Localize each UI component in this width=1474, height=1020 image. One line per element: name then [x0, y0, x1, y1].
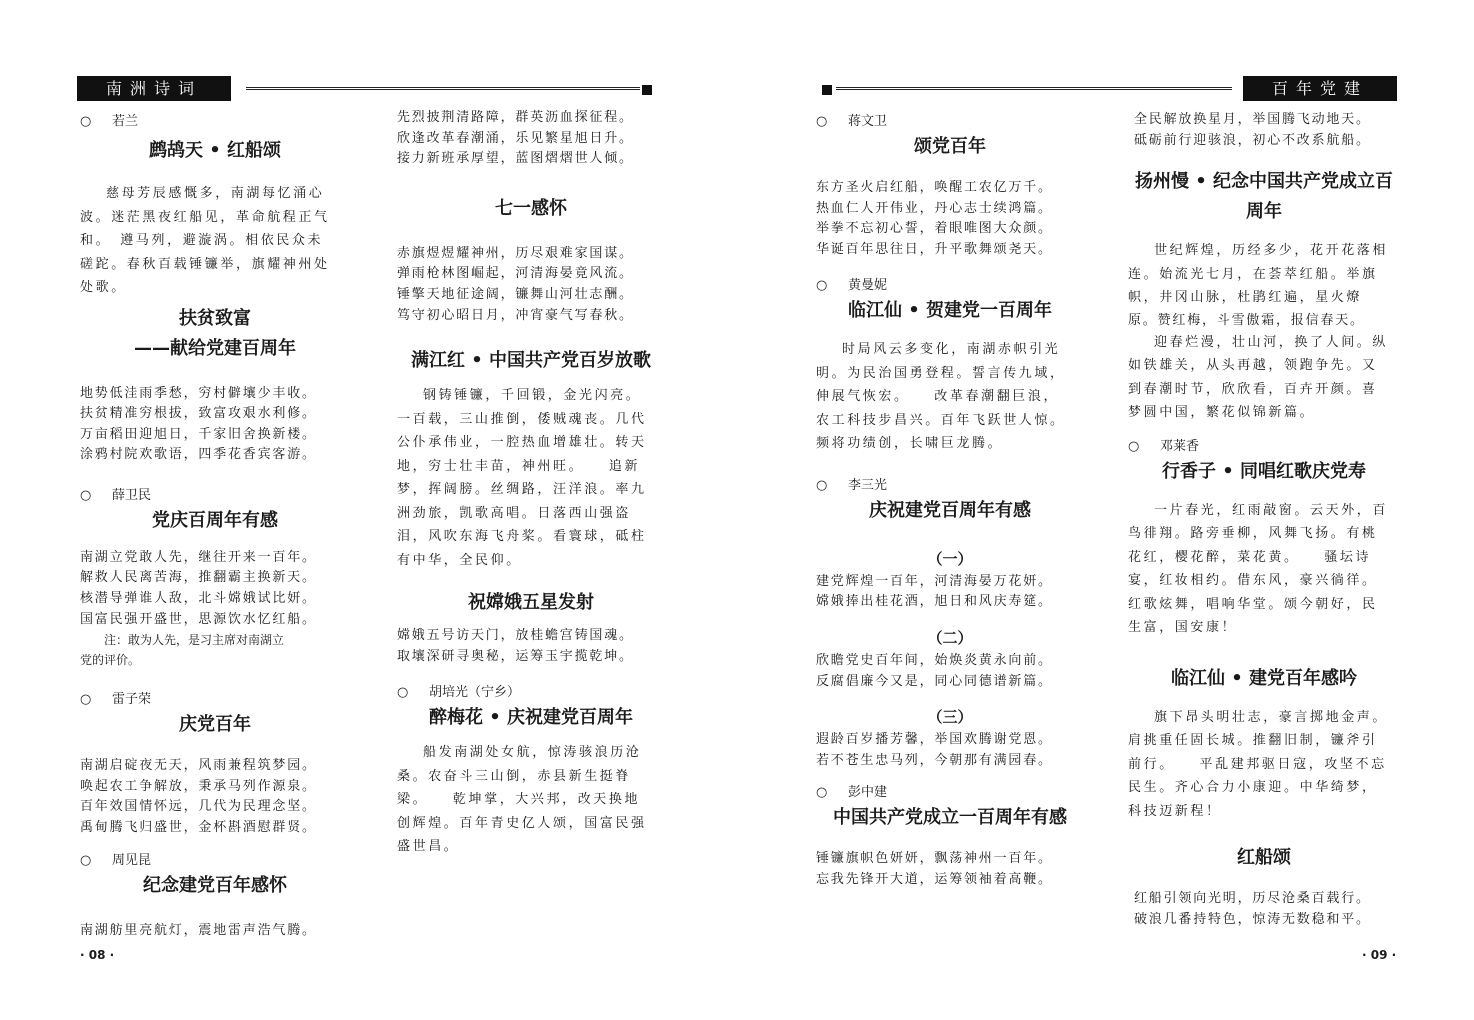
column-3: [816, 112, 1084, 891]
circle-bullet-icon: ○: [80, 114, 92, 129]
author-byline: ○ 薛卫民: [80, 486, 350, 506]
poem-title: 临江仙 • 贺建党一百周年: [847, 300, 1053, 322]
poem-body: 世纪辉煌，历经多少，花开花落相 连。始流光七月，在荟萃红船。举旗 帜，井冈山脉，杜鹃红遍，星火燎 原。赞红梅，斗雪傲霜，报信春天。 迎春烂漫，壮山河，换了人间。纵 如铁雄关，从头再越，领跑争先。又 到春潮时节，欣欣看，百卉开颜。喜 梦圆中国，繁花似锦新篇。: [1128, 243, 1389, 421]
author-byline: ○ 若兰: [80, 112, 350, 132]
section-header-right: 百年党建: [1243, 76, 1397, 101]
circle-bullet-icon: ○: [816, 477, 828, 493]
poem-section-number: （二）: [927, 629, 973, 648]
poem-title: 七一感怀: [495, 197, 567, 219]
poem-title: 祝嫦娥五星发射: [468, 592, 594, 614]
poem-body: 南湖启碇夜无天，风雨兼程筑梦园。 唤起农工争解放，秉承马列作源泉。 百年效国情怀远，几代为民理念坚。 禹甸腾飞归盛世，金杯斟酒慰群贤。: [80, 758, 317, 836]
circle-bullet-icon: ○: [816, 278, 828, 294]
poem-title: 临江仙 • 建党百年感吟: [1170, 667, 1358, 689]
poem-body: 红船引领向光明，历尽沧桑百载行。 破浪几番持特色，惊涛无数稳和平。: [1134, 891, 1371, 927]
circle-bullet-icon: ○: [1128, 438, 1140, 454]
poem-body: 一片春光，红雨敲窗。云天外，百 鸟徘翔。路旁垂柳，风舞飞扬。有桃 花红，樱花醉，菜花黄。 骚坛诗 宴，红妆相约。借东风，豪兴徜徉。 红歌炫舞，唱响华堂。颂今朝好，民 生富，国安康！: [1128, 502, 1389, 636]
author-byline: ○ 李三光: [816, 476, 1084, 496]
poem-body: 钢铸锤镰，千回锻，金光闪亮。 一百载，三山推倒，倭贼魂丧。几代 公仆承伟业，一腔热血增雄壮。转天 地，穷士壮丰苗，神州旺。 追新 梦，挥阔膀。丝绸路，汪洋浪。率九 洲劲旅，凯歌高唱。日落西山强盗 泪，风吹东海飞舟桨。看寰球，砥柱 有中华，全民仰。: [397, 388, 647, 568]
poem-body: 东方圣火启红船，唤醒工农亿万千。 热血仁人开伟业，丹心志士续鸿篇。 举拳不忘初心誓，着眼唯图大众颜。 华诞百年思往日，升平歌舞颂尧天。: [816, 180, 1053, 257]
poem-title: 红船颂: [1237, 847, 1291, 869]
circle-bullet-icon: ○: [397, 685, 409, 701]
poem-section-number: （三）: [927, 708, 973, 727]
poem-title: 庆祝建党百周年有感: [869, 499, 1031, 521]
poem-title: 颂党百年: [914, 136, 986, 157]
page-number-left: · 08 ·: [80, 948, 115, 962]
header-rule-left: [246, 87, 640, 90]
poem-body: 地势低洼雨季愁，穷村僻壤少丰收。 扶贫精准穷根拔，致富攻艰水利修。 万亩稻田迎旭日，千家旧舍换新楼。 涂鸦村院欢歌语，四季花香宾客游。: [80, 385, 317, 463]
column-2: [397, 108, 665, 859]
poem-title: 纪念建党百年感怀: [143, 874, 287, 896]
header-rule-right: [836, 87, 1232, 90]
poem-title: 醉梅花 • 庆祝建党百周年: [428, 707, 634, 729]
poem-body: 欣瞻党史百年间，始焕炎黄永向前。 反腐倡廉今又是，同心同德谱新篇。: [816, 653, 1053, 689]
poem-body: 南湖立党敢人先，继往开来一百年。 解救人民离苦海，推翻霸主换新天。 核潜导弹谁人敌，北斗嫦娥试比妍。 国富民强开盛世，思源饮水忆红船。: [80, 549, 317, 627]
author-byline: ○ 胡培光（宁乡）: [397, 683, 665, 703]
poem-body: 慈母芳辰感慨多，南湖每忆涌心 波。迷茫黑夜红船见，革命航程正气 和。 遵马列，避漩涡。相依民众未 磋跎。春秋百载锤镰举，旗耀神州处 处歌。: [80, 186, 330, 295]
poem-note: 党的评价。: [80, 653, 141, 668]
poem-subtitle: ——献给党建百周年: [134, 337, 296, 359]
poem-body: 嫦娥五号访天门，放桂蟾宫铸国魂。 取壤深研寻奥秘，运筹玉宇揽乾坤。: [397, 628, 634, 664]
circle-bullet-icon: ○: [80, 852, 92, 868]
poem-body: 建党辉煌一百年，河清海晏万花妍。 嫦娥捧出桂花酒，旭日和风庆寿筵。: [816, 573, 1053, 610]
poem-title: 鹧鸪天 • 红船颂: [148, 140, 282, 161]
circle-bullet-icon: ○: [816, 114, 828, 129]
poem-body: 赤旗煜煜耀神州，历尽艰难家国谋。 弹雨枪林图崛起，河清海晏竟风流。 锤擎天地征途阔，镰舞山河壮志酬。 笃守初心昭日月，冲宵豪气写春秋。: [397, 245, 634, 323]
poem-body: 船发南湖处女航，惊涛骇浪历沧 桑。农奋斗三山倒，赤县新生挺脊 梁。 乾坤掌，大兴邦，改天换地 创辉煌。百年青史亿人颂，国富民强 盛世昌。: [397, 745, 647, 855]
author-byline: ○ 雷子荣: [80, 690, 350, 710]
circle-bullet-icon: ○: [816, 785, 828, 801]
page-number-right: · 09 ·: [1362, 948, 1397, 962]
column-1: [80, 112, 350, 941]
author-byline: ○ 彭中建: [816, 783, 1084, 803]
poem-title: 行香子 • 同唱红歌庆党寿: [1161, 460, 1367, 482]
poem-note: 注：敢为人先，是习主席对南湖立: [104, 633, 285, 648]
author-byline: ○ 黄曼妮: [816, 276, 1084, 296]
author-byline: ○ 蒋文卫: [816, 112, 1084, 132]
poem-section-number: （一）: [927, 549, 973, 568]
section-header-left: 南洲诗词: [77, 76, 231, 101]
poem-body: 锤镰旗帜色妍妍，飘荡神州一百年。 忘我先锋开大道，运筹领袖着高鞭。: [816, 851, 1053, 888]
poem-body: 旗下昂头明壮志，豪言掷地金声。 肩挑重任固长城。推翻旧制，镰斧引 前行。 平乱建邦驱日寇，攻坚不忘 民生。齐心合力小康迎。中华绮梦， 科技迈新程！: [1128, 709, 1389, 819]
poem-title: 中国共产党成立一百周年有感: [833, 807, 1067, 829]
poem-body: 时局风云多变化，南湖赤帜引光 明。为民治国勇登程。誓言传九域， 伸展气恢宏。 改革春潮翻巨浪， 农工科技步昌兴。百年飞跃世人惊。 频将功绩创，长啸巨龙腾。: [816, 342, 1066, 452]
poem-title-continued: 周年: [1246, 201, 1282, 223]
poem-body: 全民解放换星月，举国腾飞动地天。 砥砺前行迎骇浪，初心不改系航船。: [1134, 112, 1371, 148]
poem-body: 南湖舫里亮航灯，震地雷声浩气腾。: [80, 922, 317, 938]
poem-body: 先烈披荆清路障，群英沥血探征程。 欣逢改革春潮涌，乐见繁星旭日升。 接力新班承厚望，蓝图熠熠世人倾。: [397, 110, 634, 167]
header-square-left: [642, 85, 652, 95]
author-byline: ○ 周见昆: [80, 851, 350, 871]
poem-title: 扶贫致富: [179, 307, 251, 329]
header-square-right: [822, 85, 832, 95]
poem-title: 党庆百周年有感: [152, 509, 278, 531]
author-byline: ○ 邓莱香: [1128, 437, 1400, 457]
poem-title: 满江红 • 中国共产党百岁放歌: [410, 350, 652, 372]
poem-title: 扬州慢 • 纪念中国共产党成立百: [1134, 171, 1394, 193]
poem-body: 遐龄百岁播芳馨，举国欢腾谢党恩。 若不苍生忠马列，今朝那有满园春。: [816, 732, 1053, 768]
poem-title: 庆党百年: [179, 714, 251, 736]
circle-bullet-icon: ○: [80, 487, 92, 503]
circle-bullet-icon: ○: [80, 692, 92, 708]
column-4: [1128, 110, 1400, 930]
